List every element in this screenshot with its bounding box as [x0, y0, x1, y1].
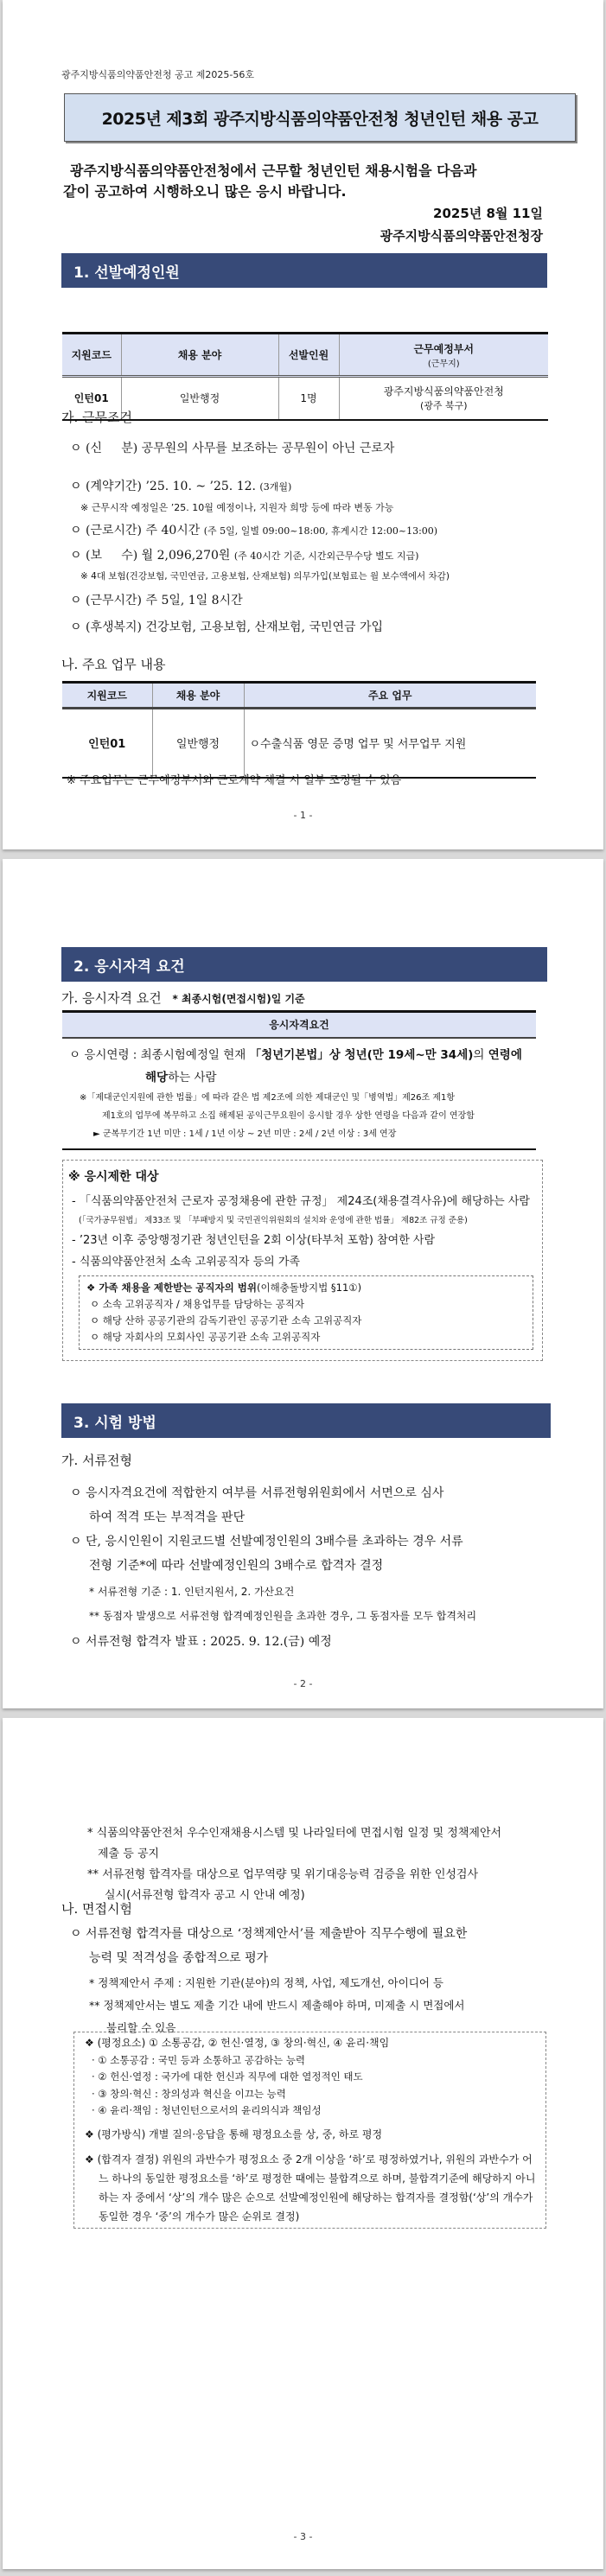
- cell-count: 1명: [278, 377, 339, 420]
- col-count: 선발인원: [278, 334, 339, 377]
- interview-notice-notes: * 식품의약품안전처 우수인재채용시스템 및 나라일터에 면접시험 일정 및 정책제안서 제출 등 공지 ** 서류전형 합격자를 대상으로 업무역량 및 위기대응능력 검증을 위한 인성검사 실시(서류전형 합격자 공고 시 안내 예정): [87, 1827, 502, 1902]
- pass-decision-rule: ❖ (합격자 결정) 위원의 과반수가 평정요소 중 2개 이상을 ‘하’로 평정하였거나, 위원의 과반수가 어느 하나의 동일한 평정요소를 ‘하’로 평정한 때에는 불합격으로 하며, 불합격기준에 해당하지 아니하는 자 중에서 ‘상’의 개수 많은 순으로 선발예정인원에 해당하는 합격자를 결정함(‘상’의 개수가 동일한 경우 ‘중’의 개수가 많은 순위로 결정): [85, 2153, 536, 2223]
- subsection-eligibility: 가. 응시자격 요건 * 최종시험(면접시험)일 기준: [61, 990, 305, 1006]
- page-1: [3, 0, 603, 849]
- cell-dept-name: 광주지방식품의약품안전청: [383, 385, 504, 398]
- document-screening-notes: * 서류전형 기준 : 1. 인턴지원서, 2. 가산요건 ** 동점자 발생으로 서류전형 합격예정인원을 초과한 경우, 그 동점자를 모두 합격처리: [89, 1586, 477, 1622]
- bullet: ㅇ: [70, 442, 82, 455]
- restriction-item: - ’23년 이후 중앙행정기관 청년인턴을 2회 이상(타부처 포함) 참여한 사람: [72, 1234, 436, 1247]
- cell-duty: ㅇ수출식품 영문 증명 업무 및 서무업무 지원: [244, 709, 536, 778]
- screening-result-date: ㅇ 서류전형 합격자 발표 : 2025. 9. 12.(금) 예정: [70, 1635, 332, 1649]
- family-item: ㅇ 해당 자회사의 모회사인 공공기관 소속 고위공직자: [90, 1331, 321, 1343]
- col-duty: 주요 업무: [244, 683, 536, 709]
- page-number: - 1 -: [293, 810, 313, 821]
- cell-code: 인턴01: [73, 392, 109, 405]
- eligibility-table: [62, 1010, 536, 1150]
- condition-work-hours: ㅇ (근로시간) 주 40시간 (주 5일, 일별 09:00~18:00, 휴게시간 12:00~13:00): [70, 524, 438, 537]
- subsection-main-duties: 나. 주요 업무 내용: [61, 657, 166, 672]
- family-item: ㅇ 해당 산하 공공기관의 감독기관인 공공기관 소속 고위공직자: [90, 1314, 362, 1326]
- document-number: 광주지방식품의약품안전청 공고 제2025-56호: [61, 69, 254, 80]
- issuer: 광주지방식품의약품안전청장: [380, 228, 543, 244]
- section-3-header: 3. 시험 방법: [61, 1403, 551, 1438]
- eligibility-basis-note: * 최종시험(면접시험)일 기준: [172, 993, 305, 1005]
- cell-location: (광주 북구): [419, 400, 468, 412]
- condition-working-time: ㅇ (근무시간) 주 5일, 1일 8시간: [70, 594, 243, 607]
- section-2-header: 2. 응시자격 요건: [61, 947, 547, 982]
- page-2: [3, 859, 603, 1708]
- page-3: [3, 1718, 603, 2569]
- condition-status: ㅇ (신 분) 공무원의 사무를 보조하는 공무원이 아닌 근로자: [70, 442, 395, 455]
- note-duty-adjust: ※ 주요업무는 근무예정부서와 근로계약 체결 시 일부 조정될 수 있음: [67, 774, 402, 787]
- interview-description: ㅇ 서류전형 합격자를 대상으로 ‘정책제안서’를 제출받아 직무수행에 필요한 능력 및 적격성을 종합적으로 평가: [70, 1927, 468, 1965]
- cell-field: 일반행정: [152, 709, 244, 778]
- evaluation-element: · ① 소통공감 : 국민 등과 소통하고 공감하는 능력: [92, 2053, 306, 2066]
- note-contract-start: ※ 근무시작 예정일은 ’25. 10월 예정이나, 지원자 희망 등에 따라 변동 가능: [80, 502, 394, 513]
- condition-contract-period: ㅇ (계약기간) ’25. 10. ~ ’25. 12. (3개월): [70, 480, 292, 493]
- restriction-law-note: (「국가공무원법」 제33조 및 「부패방지 및 국민권익위원회의 설치와 운영에 관한 법률」 제82조 규정 준용): [79, 1216, 468, 1225]
- cell-code: 인턴01: [88, 738, 126, 752]
- cell-field: 일반행정: [121, 377, 278, 420]
- announcement-date: 2025년 8월 11일: [433, 206, 543, 221]
- evaluation-elements-title: ❖ (평정요소) ① 소통공감, ② 헌신·열정, ③ 창의·혁신, ④ 윤리·책임: [85, 2037, 390, 2049]
- table-row: ㅇ 응시연령 : 최종시험예정일 현재 「청년기본법」상 청년(만 19세~만 34세)의 연령에 해당하는 사람 ※「제대군인지원에 관한 법률」에 따라 같은 법 제2조에 의한 제대군인 및「병역법」제26조 제1항 제1호의 업무에 복무하고 소집 해제된 공익근무요원이 응시할 경우 상한 연령을 다음과 같이 연장함 ► 군복무기간 1년 미만 : 1세 / 1년 이상 ~ 2년 미만 : 2세 / 2년 이상 : 3세 연장: [62, 1038, 536, 1149]
- intro-text: [63, 161, 556, 202]
- restriction-item: - 「식품의약품안전처 근로자 공정채용에 관한 규정」 제24조(채용결격사유)에 해당하는 사람: [72, 1195, 530, 1208]
- col-dept-label: 근무예정부서: [413, 342, 475, 355]
- document-screening-text: ㅇ 응시자격요건에 적합한지 여부를 서류전형위원회에서 서면으로 심사 하여 적격 또는 부적격을 판단 ㅇ 단, 응시인원이 지원코드별 선발예정인원의 3배수를 초과하는 경우 서류 전형 기준*에 따라 선발예정인원의 3배수로 합격자 결정: [70, 1486, 463, 1573]
- duties-table: [62, 681, 536, 779]
- subsection-interview: 나. 면접시험: [61, 1901, 132, 1917]
- table-row: [62, 377, 548, 420]
- cell-dept: [339, 377, 548, 420]
- age-requirement: ㅇ 응시연령 : 최종시험예정일 현재 「청년기본법」상 청년(만 19세~만 34세)의 연령에: [69, 1047, 522, 1062]
- interview-notes: * 정책제안서 주제 : 지원한 기관(분야)의 정책, 사업, 제도개선, 아이디어 등 ** 정책제안서는 별도 제출 기간 내에 반드시 제출해야 하며, 미제출 시 면접에서 불리할 수 있음: [89, 1976, 465, 2034]
- page-number: - 2 -: [293, 1678, 313, 1689]
- selection-table: [62, 332, 548, 421]
- evaluation-box: [73, 2032, 546, 2229]
- evaluation-element: · ③ 창의·혁신 : 창의성과 혁신을 이끄는 능력: [92, 2087, 286, 2100]
- table-row: [62, 709, 536, 778]
- col-code: 지원코드: [62, 334, 121, 377]
- subsection-work-conditions: 가. 근무조건: [61, 410, 132, 425]
- veteran-note: ※「제대군인지원에 관한 법률」에 따라 같은 법 제2조에 의한 제대군인 및「병역법」제26조 제1항 제1호의 업무에 복무하고 소집 해제된 공익근무요원이 응시할 경우 상한 연령을 다음과 같이 연장함 ► 군복무기간 1년 미만 : 1세 / 1년 이상 ~ 2년 미만 : 2세 / 2년 이상 : 3세 연장: [80, 1092, 475, 1139]
- intro-line-1: 광주지방식품의약품안전청에서 근무할 청년인턴 채용시험을 다음과: [70, 162, 477, 179]
- evaluation-element: · ② 헌신·열정 : 국가에 대한 헌신과 직무에 대한 열정적인 태도: [92, 2070, 363, 2083]
- col-eligibility: 응시자격요건: [62, 1012, 536, 1038]
- intro-line-2: 같이 공고하여 시행하오니 많은 응시 바랍니다.: [63, 183, 347, 200]
- col-dept-sub: (근무지): [427, 359, 460, 369]
- evaluation-element: · ④ 윤리·책임 : 청년인턴으로서의 윤리의식과 책임성: [92, 2104, 322, 2116]
- condition-welfare: ㅇ (후생복지) 건강보험, 고용보험, 산재보험, 국민연금 가입: [70, 620, 384, 634]
- condition-salary: ㅇ (보 수) 월 2,096,270원 (주 40시간 기준, 시간외근무수당 별도 지급): [70, 549, 419, 563]
- family-restriction-box: ❖ 가족 채용을 제한받는 공직자의 범위(이해충돌방지법 §11①) ㅇ 소속 고위공직자 / 채용업무를 담당하는 공직자 ㅇ 해당 산하 공공기관의 감독기관인 공공기관 소속 고위공직자 ㅇ 해당 자회사의 모회사인 공공기관 소속 고위공직자: [79, 1275, 533, 1350]
- col-field: 채용 분야: [152, 683, 244, 709]
- evaluation-method: ❖ (평가방식) 개별 질의·응답을 통해 평정요소를 상, 중, 하로 평정: [85, 2128, 383, 2140]
- page-number: - 3 -: [293, 2531, 313, 2542]
- col-code: 지원코드: [62, 683, 152, 709]
- section-1-header: 1. 선발예정인원: [61, 253, 547, 288]
- col-dept: [339, 334, 548, 377]
- restriction-title: ※ 응시제한 대상: [68, 1170, 159, 1184]
- family-item: ㅇ 소속 고위공직자 / 채용업무를 담당하는 공직자: [90, 1298, 304, 1310]
- note-insurance: ※ 4대 보험(건강보험, 국민연금, 고용보험, 산재보험) 의무가입(보험료는 월 보수액에서 차감): [80, 571, 450, 582]
- restriction-item: - 식품의약품안전처 소속 고위공직자 등의 가족: [72, 1256, 300, 1269]
- announcement-title: 2025년 제3회 광주지방식품의약품안전청 청년인턴 채용 공고: [64, 93, 576, 142]
- subsection-document-screening: 가. 서류전형: [61, 1453, 132, 1468]
- col-field: 채용 분야: [121, 334, 278, 377]
- restriction-box: [62, 1160, 543, 1361]
